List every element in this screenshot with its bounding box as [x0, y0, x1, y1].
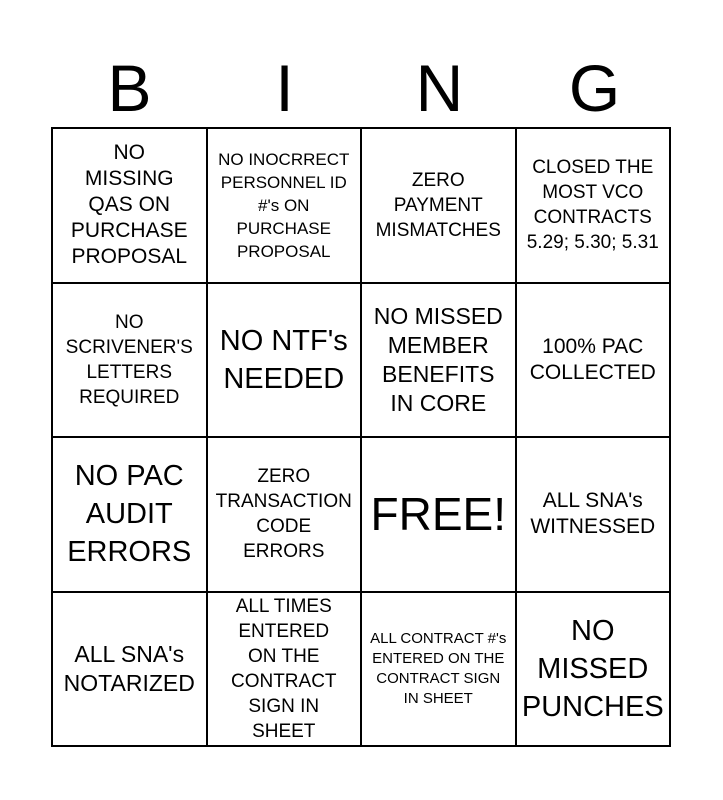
bingo-cell-r1c2[interactable] [207, 128, 362, 283]
header-letter-g: G [568, 51, 621, 125]
bingo-cell-r4c1[interactable] [52, 592, 207, 747]
bingo-cell-r3c2[interactable] [207, 437, 362, 592]
bingo-cell-text: NO SCRIVENER'S LETTERS REQUIRED [65, 311, 193, 408]
bingo-cell-text: ZERO TRANSACTION CODE ERRORS [215, 466, 352, 563]
bingo-cell-text: NO MISSING QAS ON PURCHASE PROPOSAL [70, 141, 188, 269]
bingo-cell-text: CLOSED THE MOST VCO CONTRACTS 5.29; 5.30; 5.31 [526, 157, 659, 254]
bingo-cell-free-text: FREE! [370, 488, 506, 541]
bingo-cell-text: ALL TIMES ENTERED ON THE CONTRACT SIGN IN SHEET [230, 595, 337, 742]
bingo-cell-r2c4[interactable] [516, 283, 671, 438]
bingo-cell-r3c1[interactable] [52, 437, 207, 592]
bingo-cell-r1c1[interactable] [52, 128, 207, 283]
bingo-cell-text: ZERO PAYMENT MISMATCHES [375, 169, 501, 241]
bingo-cell-r4c4[interactable] [516, 592, 671, 747]
bingo-cell-r3c4[interactable] [516, 437, 671, 592]
bingo-cell-text: NO INOCRRECT PERSONNEL ID #'s ON PURCHASE PROPOSAL [218, 149, 350, 261]
bingo-cell-text: NO MISSED MEMBER BENEFITS IN CORE [373, 302, 503, 416]
header-letter-b: B [107, 51, 152, 125]
bingo-cell-text: NO MISSED PUNCHES [521, 614, 664, 723]
bingo-cell-text: ALL SNA's NOTARIZED [63, 640, 195, 696]
bingo-cell-free[interactable] [361, 437, 516, 592]
bingo-cell-text: ALL CONTRACT #'s ENTERED ON THE CONTRACT SIGN IN SHEET [370, 629, 507, 707]
bingo-cell-r2c2[interactable] [207, 283, 362, 438]
bingo-cell-text: 100% PAC COLLECTED [529, 334, 656, 384]
bingo-cell-r2c1[interactable] [52, 283, 207, 438]
bingo-cell-text: NO PAC AUDIT ERRORS [67, 460, 192, 569]
bingo-cell-r2c3[interactable] [361, 283, 516, 438]
header-letter-i: I [275, 51, 294, 125]
bingo-cell-r1c3[interactable] [361, 128, 516, 283]
bingo-header [52, 50, 672, 126]
bingo-cell-text: NO NTF's NEEDED [219, 324, 348, 395]
bingo-cell-r4c3[interactable] [361, 592, 516, 747]
bingo-board [51, 127, 671, 747]
bingo-cell-text: ALL SNA's WITNESSED [530, 489, 656, 539]
bingo-cell-r1c4[interactable] [516, 128, 671, 283]
bingo-cell-r4c2[interactable] [207, 592, 362, 747]
header-letter-n: N [415, 51, 464, 125]
